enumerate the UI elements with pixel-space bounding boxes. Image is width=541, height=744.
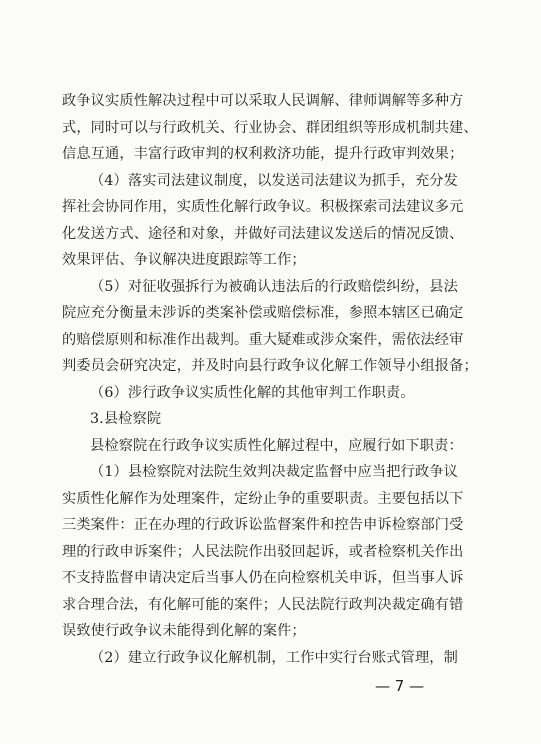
text-line: 院应充分衡量未涉诉的类案补偿或赔偿标准，参照本辖区已确定 xyxy=(62,305,464,321)
text-line: 实质性化解作为处理案件，定纷止争的重要职责。主要包括以下 xyxy=(62,490,464,507)
text-line: 挥社会协同作用，实质性化解行政争议。积极探索司法建议多元 xyxy=(62,199,464,215)
text-line: 3.县检察院 xyxy=(90,411,162,427)
text-line: 不支持监督申请决定后当事人仍在向检察机关申诉，但当事人诉 xyxy=(62,570,464,586)
text-line: （4）落实司法建议制度，以发送司法建议为抓手，充分发 xyxy=(90,172,458,189)
text-line: 县检察院在行政争议实质性化解过程中，应履行如下职责： xyxy=(90,437,463,454)
text-line: 政争议实质性解决过程中可以采取人民调解、律师调解等多种方 xyxy=(62,93,464,109)
text-line: 判委员会研究决定，并及时向县行政争议化解工作领导小组报备； xyxy=(62,358,478,374)
text-line: 的赔偿原则和标准作出裁判。重大疑难或涉众案件，需依法经审 xyxy=(62,331,464,348)
text-line: （2）建立行政争议化解机制，工作中实行台账式管理，制 xyxy=(90,649,458,666)
text-line: 信息互通，丰富行政审判的权利救济功能，提升行政审判效果； xyxy=(62,146,464,162)
text-line: 求合理合法，有化解可能的案件；人民法院行政判决裁定确有错 xyxy=(62,596,464,613)
text-line: 误致使行政争议未能得到化解的案件； xyxy=(62,623,306,639)
text-line: 理的行政申诉案件；人民法院作出驳回起诉，或者检察机关作出 xyxy=(62,543,464,560)
body-text xyxy=(62,88,478,671)
text-line: 效果评估、争议解决进度跟踪等工作； xyxy=(62,252,306,268)
text-line: （5）对征收强拆行为被确认违法后的行政赔偿纠纷，县法 xyxy=(90,278,458,295)
text-line: （6）涉行政争议实质性化解的其他审判工作职责。 xyxy=(90,384,415,401)
text-line: 化发送方式、途径和对象，并做好司法建议发送后的情况反馈、 xyxy=(62,225,464,242)
text-line: 三类案件：正在办理的行政诉讼监督案件和控告申诉检察部门受 xyxy=(62,517,464,533)
page-number: — 7 — xyxy=(375,677,425,695)
text-line: 式，同时可以与行政机关、行业协会、群团组织等形成机制共建、 xyxy=(62,119,478,136)
text-line: （1）县检察院对法院生效判决裁定监督中应当把行政争议 xyxy=(90,464,458,480)
